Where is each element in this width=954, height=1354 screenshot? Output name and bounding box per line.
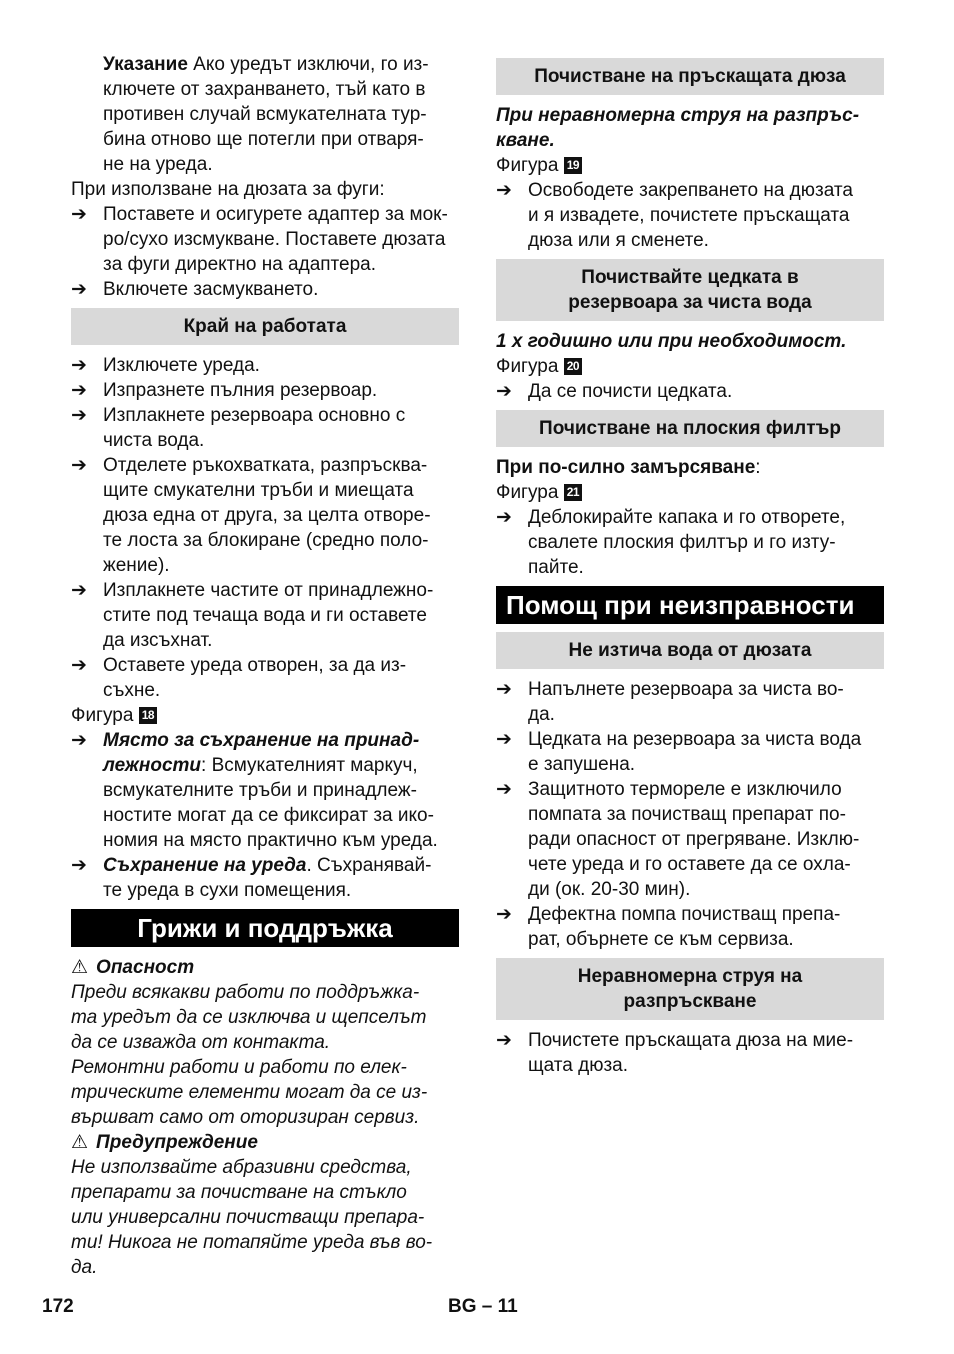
figure-number-badge: 19 — [564, 157, 582, 174]
bullet-item: ➔ Почистете пръскащата дюза на мие- щата дюза. — [496, 1030, 854, 1076]
bullet-item: ➔ Деблокирайте капака и го отворете, свалете плоския филтър и го изту- пайте. — [496, 507, 846, 578]
warning-triangle-icon: ⚠ — [71, 1132, 89, 1153]
warning-label: ⚠ Предупреждение — [71, 1132, 258, 1153]
condition-text: При по-силно замърсяване: — [496, 457, 761, 478]
page-number: 172 — [42, 1296, 74, 1317]
section-heading-no-water: Не изтича вода от дюзата — [496, 632, 884, 669]
arrow-icon: ➔ — [71, 730, 87, 751]
arrow-icon: ➔ — [71, 455, 87, 476]
figure-number-badge: 21 — [564, 484, 582, 501]
bullet-item: ➔ Съхранение на уреда. Съхранявай- те уреда в сухи помещения. — [71, 855, 432, 901]
bullet-item: ➔ Напълнете резервоара за чиста во- да. — [496, 679, 844, 725]
bullet-item: ➔ Освободете закрепването на дюзата и я извадете, почистете пръскащата дюза или я сменете. — [496, 180, 853, 251]
arrow-icon: ➔ — [496, 381, 512, 402]
bullet-item: ➔ Изключете уреда. — [71, 355, 260, 376]
figure-reference: Фигура 19 — [496, 153, 884, 178]
crevice-intro: При използване на дюзата за фуги: — [71, 179, 385, 200]
arrow-icon: ➔ — [71, 355, 87, 376]
bullet-item: ➔ Изпразнете пълния резервоар. — [71, 380, 378, 401]
arrow-icon: ➔ — [71, 204, 87, 225]
arrow-icon: ➔ — [71, 405, 87, 426]
arrow-icon: ➔ — [71, 655, 87, 676]
note-line: бина отново ще потегли при отваря- — [103, 129, 424, 150]
left-column — [71, 52, 459, 1280]
arrow-icon: ➔ — [71, 580, 87, 601]
bullet-item: ➔ Цедката на резервоара за чиста вода е запушена. — [496, 729, 862, 775]
bullet-item: ➔ Отделете ръкохватката, разпръсква- щите смукателни тръби и миещата дюза една от друга, за целта отворе- те лоста за блокиране (средно поло- жение). — [71, 455, 431, 576]
bullet-item: ➔ Място за съхранение на принад- лежности: Всмукателният маркуч, всмукателните тръби и принадлеж- ностите могат да се фиксират за ико- номия на място практично към уреда. — [71, 730, 438, 851]
condition-text: При неравномерна струя на разпръс- кване. — [496, 105, 860, 151]
arrow-icon: ➔ — [496, 729, 512, 750]
bullet-item: ➔ Оставете уреда отворен, за да из- съхне. — [71, 655, 407, 701]
note-paragraph — [71, 52, 459, 177]
arrow-icon: ➔ — [496, 507, 512, 528]
note-line: ключете от захранването, тъй като в — [103, 79, 426, 100]
section-heading-uneven-spray: Неравномерна струя на разпръскване — [496, 958, 884, 1020]
section-heading-sieve: Почиствайте цедката в резервоара за чиста вода — [496, 259, 884, 321]
condition-text: 1 х годишно или при необходимост. — [496, 331, 847, 352]
bullet-item: ➔ Изплакнете частите от принадлежно- стите под течаща вода и ги оставете да изсъхнат. — [71, 580, 434, 651]
arrow-icon: ➔ — [496, 180, 512, 201]
bullet-item: ➔ Поставете и осигурете адаптер за мок- ро/сухо изсмукване. Поставете дюзата за фуги директно на адаптера. — [71, 204, 448, 275]
arrow-icon: ➔ — [496, 1030, 512, 1051]
bullet-item: ➔ Дефектна помпа почистващ препа- рат, обърнете се към сервиза. — [496, 904, 841, 950]
arrow-icon: ➔ — [496, 779, 512, 800]
figure-reference: Фигура 21 — [496, 480, 884, 505]
arrow-icon: ➔ — [71, 855, 87, 876]
figure-number-badge: 20 — [564, 358, 582, 375]
note-line: Ако уредът изключи, го из- — [187, 54, 429, 75]
right-column — [496, 52, 884, 1078]
arrow-icon: ➔ — [496, 679, 512, 700]
section-heading-spray-nozzle: Почистване на пръскащата дюза — [496, 58, 884, 95]
arrow-icon: ➔ — [496, 904, 512, 925]
bullet-item: ➔ Изплакнете резервоара основно с чиста вода. — [71, 405, 406, 451]
figure-reference: Фигура 20 — [496, 354, 884, 379]
bullet-item: ➔ Да се почисти цедката. — [496, 381, 733, 402]
figure-reference: Фигура 18 — [71, 703, 459, 728]
chapter-heading-care: Грижи и поддръжка — [71, 909, 459, 947]
arrow-icon: ➔ — [71, 380, 87, 401]
figure-number-badge: 18 — [139, 707, 157, 724]
bullet-item: ➔ Защитното термореле е изключило помпата за почистващ препарат по- ради опасност от прегряване. Изклю- чете уреда и го оставете да се охла- ди (ок. 20-30 мин). — [496, 779, 860, 900]
warning-text: Не използвайте абразивни средства, препарати за почистване на стъкло или универсални почистващи препара- ти! Никога не потапяйте уреда във во- да. — [71, 1157, 433, 1278]
language-page-indicator: BG – 11 — [448, 1296, 518, 1317]
warning-triangle-icon: ⚠ — [71, 957, 89, 978]
note-label: Указание — [103, 54, 188, 75]
danger-label: ⚠ Опасност — [71, 957, 195, 978]
section-heading-end-of-work: Край на работата — [71, 308, 459, 345]
note-line: противен случай всмукателната тур- — [103, 104, 427, 125]
chapter-heading-troubleshooting: Помощ при неизправности — [496, 586, 884, 624]
arrow-icon: ➔ — [71, 279, 87, 300]
bullet-item: ➔ Включете засмукването. — [71, 279, 319, 300]
section-heading-flat-filter: Почистване на плоския филтър — [496, 410, 884, 447]
danger-text: Преди всякакви работи по поддръжка- та уредът да се изключва и щепселът да се изважда от контакта. Ремонтни работи и работи по елек- трическите елементи могат да се из- вършват само от оторизиран сервиз. — [71, 982, 428, 1128]
note-line: не на уреда. — [103, 154, 213, 175]
